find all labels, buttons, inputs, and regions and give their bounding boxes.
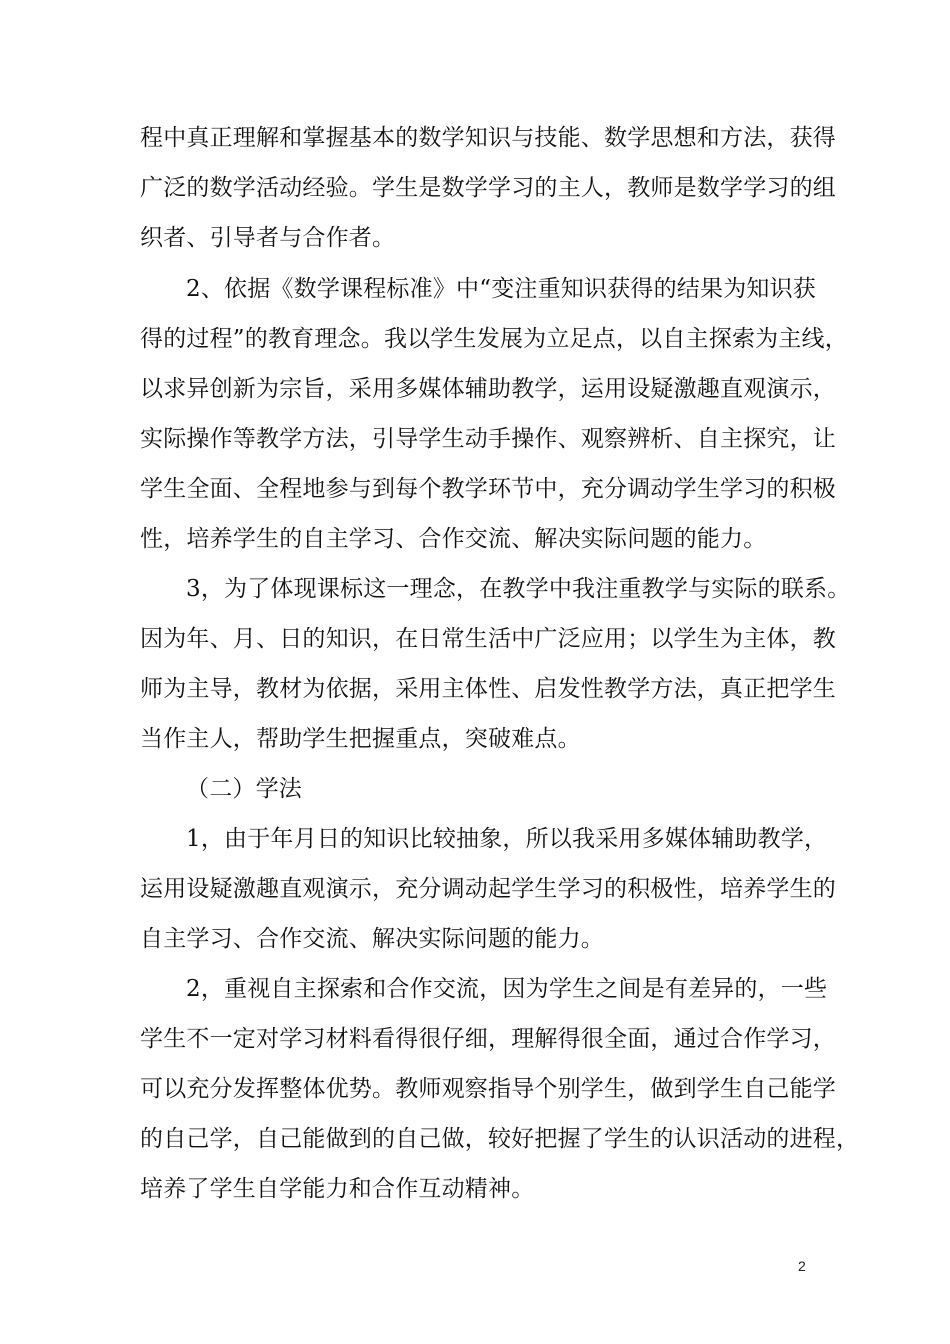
text-line: 学生不一定对学习材料看得很仔细，理解得很全面，通过合作学习， — [140, 1026, 836, 1052]
text-line: 学生全面、全程地参与到每个教学环节中，充分调动学生学习的积极 — [140, 476, 836, 502]
paragraph-start-line: 3，为了体现课标这一理念，在教学中我注重教学与实际的联系。 — [186, 576, 851, 602]
text-line: 实际操作等教学方法，引导学生动手操作、观察辨析、自主探究，让 — [140, 426, 836, 452]
section-heading: （二）学法 — [186, 776, 302, 802]
paragraph-start-line: 2，重视自主探索和合作交流，因为学生之间是有差异的，一些 — [186, 976, 828, 1002]
text-line: 织者、引导者与合作者。 — [140, 225, 396, 251]
text-line: 的自己学，自己能做到的自己做，较好把握了学生的认识活动的进程， — [140, 1126, 860, 1152]
text-line: 程中真正理解和掌握基本的数学知识与技能、数学思想和方法，获得 — [140, 125, 836, 151]
text-line: 自主学习、合作交流、解决实际问题的能力。 — [140, 926, 604, 952]
text-line: 运用设疑激趣直观演示，充分调动起学生学习的积极性，培养学生的 — [140, 876, 836, 902]
page-number: 2 — [798, 1258, 806, 1274]
text-line: 得的过程”的教育理念。我以学生发展为立足点，以自主探索为主线， — [140, 326, 848, 352]
paragraph-start-line: 2、依据《数学课程标准》中“变注重知识获得的结果为知识获 — [186, 276, 816, 302]
text-line: 培养了学生自学能力和合作互动精神。 — [140, 1176, 535, 1202]
text-line: 当作主人，帮助学生把握重点，突破难点。 — [140, 726, 581, 752]
text-line: 因为年、月、日的知识，在日常生活中广泛应用；以学生为主体，教 — [140, 626, 836, 652]
text-line: 性，培养学生的自主学习、合作交流、解决实际问题的能力。 — [140, 526, 767, 552]
text-line: 可以充分发挥整体优势。教师观察指导个别学生，做到学生自己能学 — [140, 1076, 836, 1102]
text-line: 以求异创新为宗旨，采用多媒体辅助教学，运用设疑激趣直观演示， — [140, 376, 836, 402]
text-line: 广泛的数学活动经验。学生是数学学习的主人，教师是数学学习的组 — [140, 175, 836, 201]
paragraph-start-line: 1，由于年月日的知识比较抽象，所以我采用多媒体辅助教学， — [186, 826, 828, 852]
text-line: 师为主导，教材为依据，采用主体性、启发性教学方法，真正把学生 — [140, 676, 836, 702]
